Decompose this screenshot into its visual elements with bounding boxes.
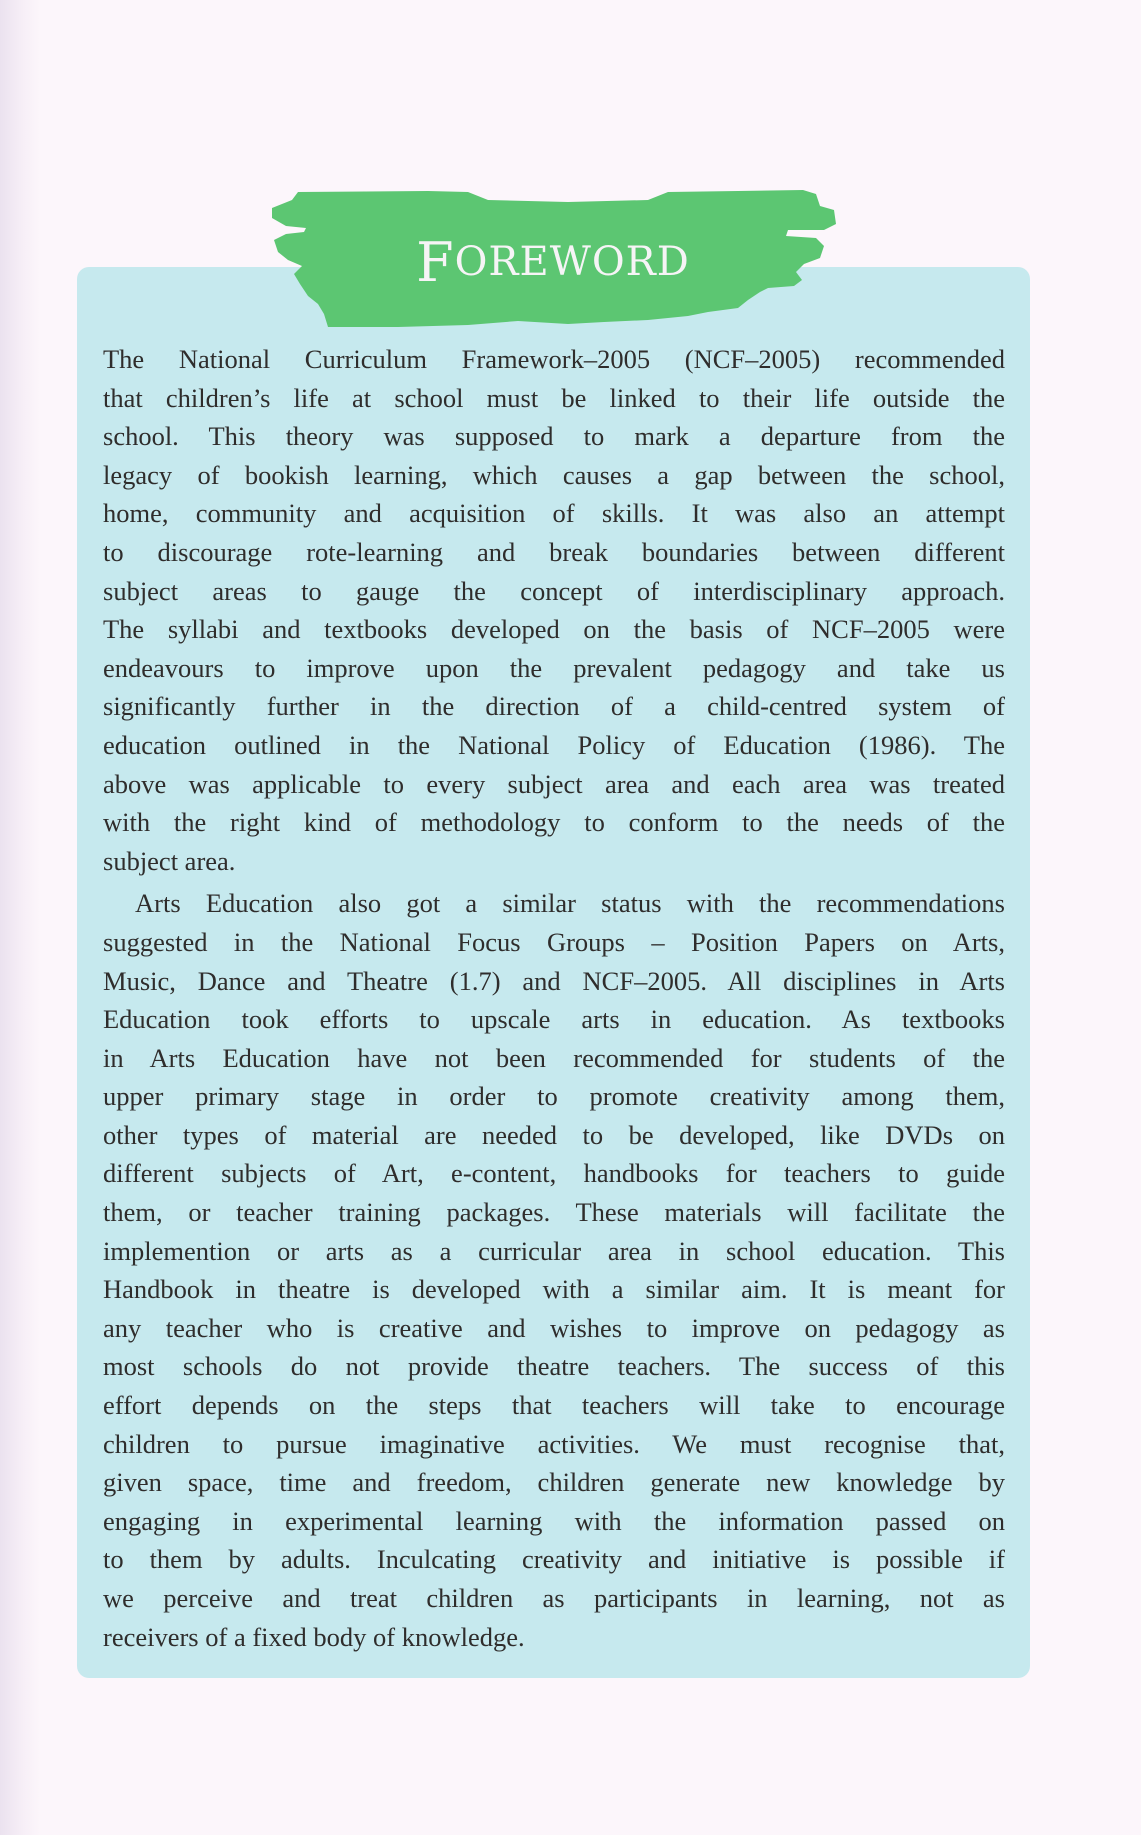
paragraph-line: different subjects of Art, e-content, handbooks for teachers to guide: [103, 1158, 1005, 1189]
foreword-body: [103, 340, 1005, 1656]
paragraph-line: suggested in the National Focus Groups – Position Papers on Arts,: [103, 926, 1005, 957]
paragraph-line: subject areas to gauge the concept of interdisciplinary approach.: [103, 575, 1005, 606]
page-title: [268, 188, 838, 330]
paragraph-line: above was applicable to every subject area and each area was treated: [103, 768, 1005, 799]
paragraph-line: to discourage rote-learning and break boundaries between different: [103, 536, 1005, 567]
paragraph-line: children to pursue imaginative activities. We must recognise that,: [103, 1428, 1005, 1459]
paragraph-line: engaging in experimental learning with the information passed on: [103, 1505, 1005, 1536]
page-edge-shadow: [0, 0, 40, 1835]
paragraph-line: home, community and acquisition of skills. It was also an attempt: [103, 498, 1005, 529]
paragraph-line: any teacher who is creative and wishes to improve on pedagogy as: [103, 1312, 1005, 1343]
paragraph-line: we perceive and treat children as participants in learning, not as: [103, 1583, 1005, 1613]
paragraph-line: The syllabi and textbooks developed on the basis of NCF–2005 were: [103, 614, 1005, 645]
paragraph-line: significantly further in the direction of a child-centred system of: [103, 691, 1005, 722]
paragraph-line: implemention or arts as a curricular area in school education. This: [103, 1235, 1005, 1266]
paragraph-line: education outlined in the National Policy of Education (1986). The: [103, 729, 1005, 760]
foreword-banner: [268, 188, 838, 330]
paragraph-line: Music, Dance and Theatre (1.7) and NCF–2005. All disciplines in Arts: [103, 965, 1005, 996]
paragraph-line: Handbook in theatre is developed with a similar aim. It is meant for: [103, 1274, 1005, 1305]
paragraph-line: legacy of bookish learning, which causes a gap between the school,: [103, 459, 1005, 490]
paragraph-line: most schools do not provide theatre teachers. The success of this: [103, 1351, 1005, 1382]
page-title-rest: OREWORD: [454, 239, 690, 285]
paragraph-line: upper primary stage in order to promote creativity among them,: [103, 1081, 1005, 1112]
paragraph-line: that children’s life at school must be linked to their life outside the: [103, 382, 1005, 413]
paragraph-line: receivers of a fixed body of knowledge.: [103, 1621, 525, 1652]
paragraph-line: other types of material are needed to be developed, like DVDs on: [103, 1119, 1005, 1150]
paragraph-line: them, or teacher training packages. These materials will facilitate the: [103, 1197, 1005, 1228]
paragraph-line: Arts Education also got a similar status with the recommendations: [135, 888, 1005, 919]
paragraph-line: in Arts Education have not been recommended for students of the: [103, 1042, 1005, 1073]
paragraph-line: effort depends on the steps that teachers will take to encourage: [103, 1390, 1005, 1421]
paragraph-line: Education took efforts to upscale arts in education. As textbooks: [103, 1004, 1005, 1035]
paragraph-1: [103, 340, 1005, 880]
paragraph-line: subject area.: [103, 845, 236, 876]
paragraph-line: to them by adults. Inculcating creativity and initiative is possible if: [103, 1544, 1005, 1575]
paragraph-line: school. This theory was supposed to mark a departure from the: [103, 421, 1005, 452]
paragraph-line: given space, time and freedom, children generate new knowledge by: [103, 1467, 1005, 1498]
paragraph-line: with the right kind of methodology to conform to the needs of the: [103, 807, 1005, 838]
paragraph-2: [103, 884, 1005, 1656]
page-title-initial: F: [416, 230, 455, 294]
paragraph-line: endeavours to improve upon the prevalent pedagogy and take us: [103, 652, 1005, 683]
paragraph-line: The National Curriculum Framework–2005 (NCF–2005) recommended: [103, 344, 1005, 374]
